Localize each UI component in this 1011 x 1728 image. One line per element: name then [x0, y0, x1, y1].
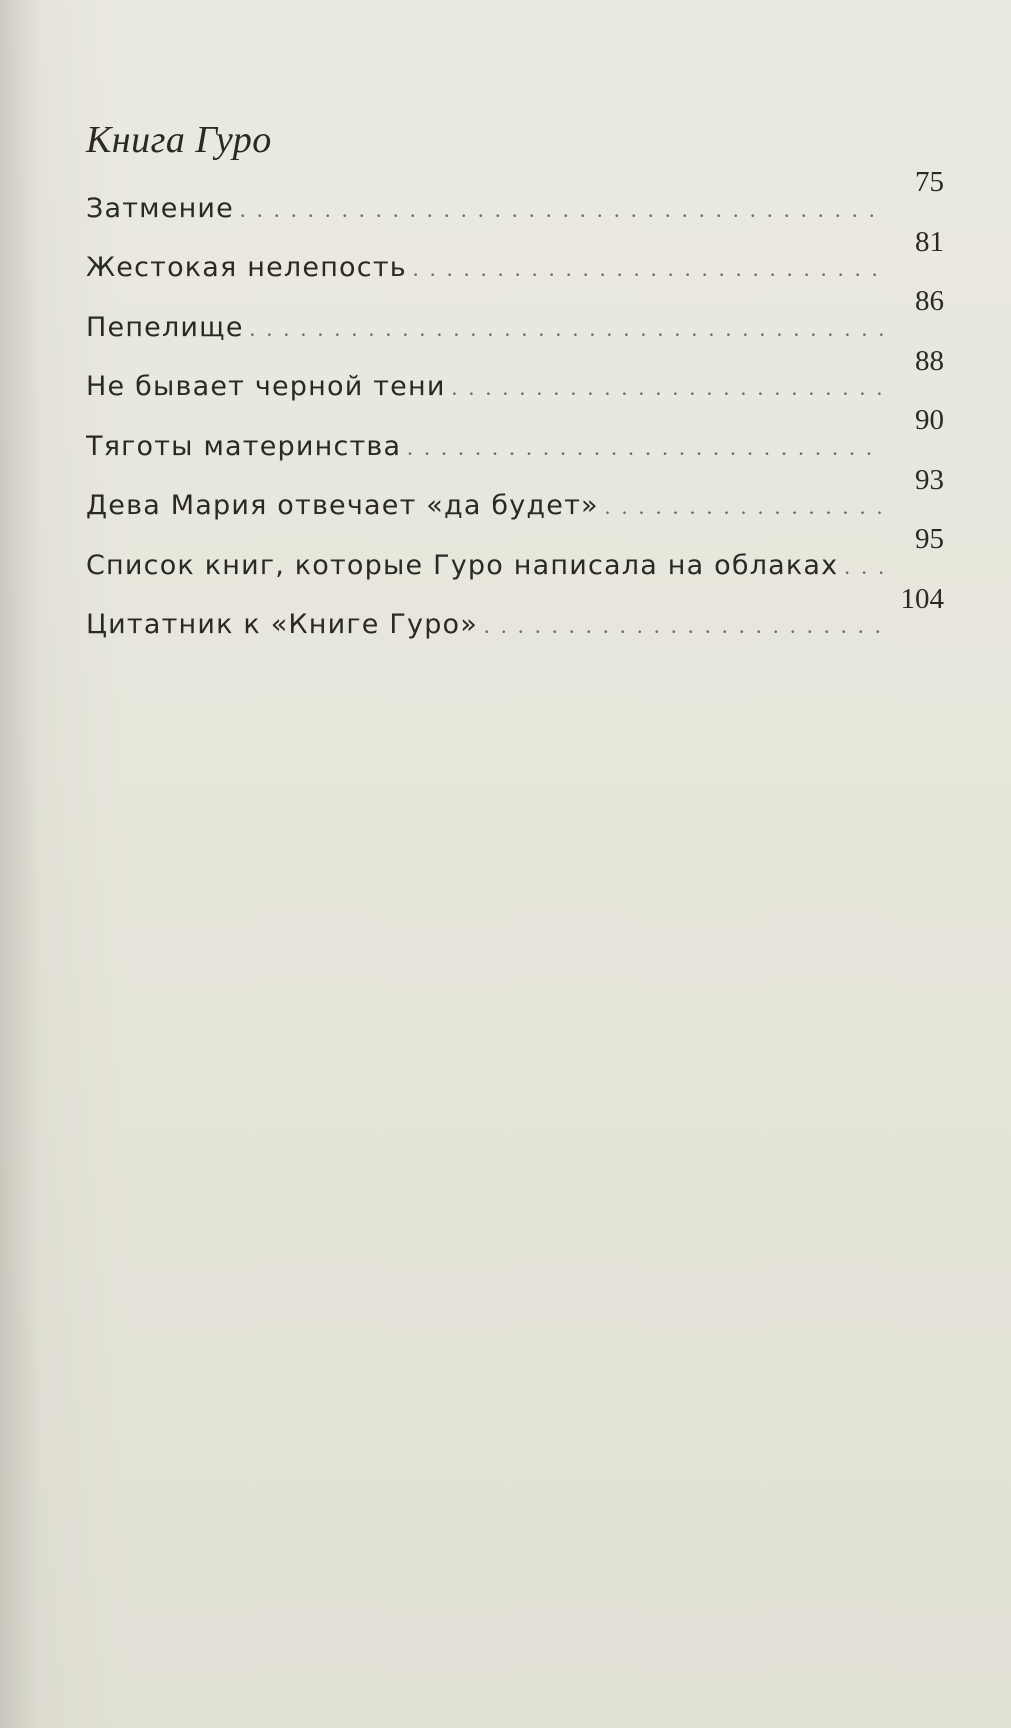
toc-entry-line	[86, 550, 884, 581]
toc-leader-dots	[250, 316, 884, 342]
toc-entry-title: Тяготы материнства	[86, 430, 402, 462]
toc-entry-page: 88	[915, 344, 944, 377]
toc-leader-dots	[413, 256, 884, 282]
toc-entry	[86, 344, 944, 409]
toc-entry-page: 81	[915, 225, 944, 258]
toc-entry	[86, 404, 944, 468]
toc-leader-dots	[484, 613, 884, 639]
toc-entry	[86, 463, 944, 528]
toc-entry	[86, 225, 944, 290]
toc-entry-line	[86, 371, 884, 402]
toc-entry-title: Пепелище	[86, 311, 244, 343]
toc-entry	[86, 166, 944, 230]
toc-entry-title: Жестокая нелепость	[86, 252, 407, 283]
toc-entry-title: Не бывает черной тени	[86, 371, 446, 402]
toc-leader-dots	[452, 375, 884, 401]
toc-entry-line	[86, 193, 884, 224]
toc-entry-title: Дева Мария отвечает «да будет»	[86, 490, 599, 521]
toc-entry-page: 104	[900, 582, 944, 615]
toc-entry	[86, 523, 944, 587]
toc-entry-title: Цитатник к «Книге Гуро»	[86, 609, 478, 640]
toc-entry-title: Затмение	[86, 192, 234, 224]
toc-entry-page: 90	[915, 404, 944, 436]
toc-entry-page: 93	[915, 463, 944, 496]
toc-entry-line	[86, 609, 884, 640]
toc-leader-dots	[844, 554, 884, 580]
toc-entry-page: 95	[915, 523, 944, 555]
toc-leader-dots	[407, 435, 884, 461]
toc-entry-page: 86	[915, 285, 944, 317]
toc-entry-title: Список книг, которые Гуро написала на облаках	[86, 549, 839, 581]
toc-entry-line	[86, 431, 884, 462]
toc-entry	[86, 582, 944, 647]
table-of-contents	[86, 166, 944, 646]
section-title: Книга Гуро	[86, 119, 272, 161]
toc-entry-line	[86, 490, 884, 521]
toc-entry-page: 75	[915, 166, 944, 198]
toc-entry-line	[86, 252, 884, 283]
toc-entry-line	[86, 312, 884, 343]
toc-leader-dots	[605, 494, 884, 520]
toc-leader-dots	[240, 197, 884, 223]
toc-entry	[86, 285, 944, 349]
